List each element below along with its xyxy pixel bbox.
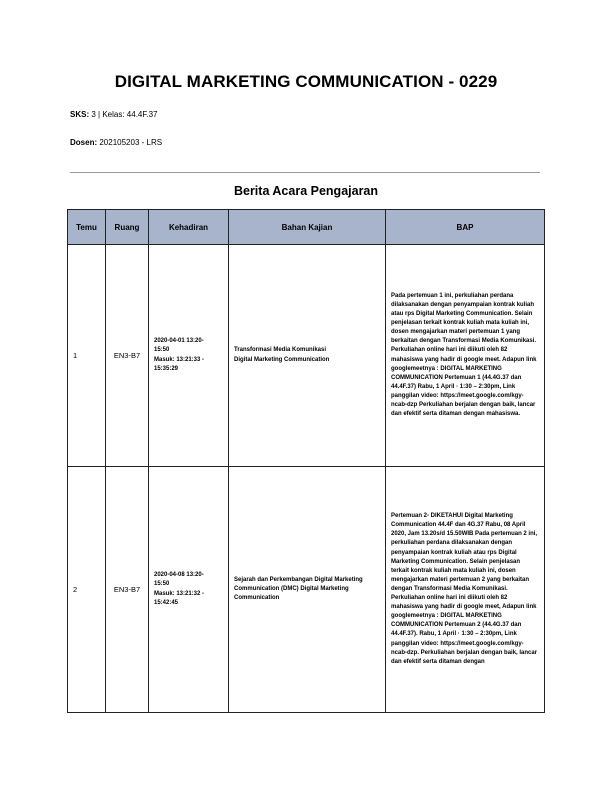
- divider: [70, 172, 540, 173]
- cell-bahan-kajian: Transformasi Media Komunikasi Digital Marketing Communication: [229, 245, 386, 467]
- cell-kehadiran: 2020-04-01 13:20- 15:50 Masuk: 13:21:33 - 15:35:29: [149, 245, 229, 467]
- table-header-row: [68, 210, 545, 245]
- cell-kehadiran: 2020-04-08 13:20- 15:50 Masuk: 13:21:32 - 15:42:45: [149, 467, 229, 713]
- header-temu: Temu: [68, 210, 106, 245]
- table-row: [68, 467, 545, 713]
- cell-temu: 1: [68, 245, 106, 467]
- cell-temu: 2: [68, 467, 106, 713]
- cell-bahan-kajian: Sejarah dan Perkembangan Digital Marketing Communication (DMC) Digital Marketing Communication: [229, 467, 386, 713]
- cell-ruang: EN3-B7: [106, 245, 149, 467]
- cell-ruang: EN3-B7: [106, 467, 149, 713]
- cell-bap: Pada pertemuan 1 ini, perkuliahan perdana dilaksanakan dengan penyampaian kontrak kuliah atau rps Digital Marketing Communication. Selain penjelasan terkait kontrak kuliah mata kuliah ini, dosen mengajarkan materi pertemuan 1 yang berkaitan dengan Transformasi Media Komunikasi. Perkuliahan online hari ini diikuti oleh 82 mahasiswa yang hadir di google meet. Adapun link googlemeetnya : DIGITAL MARKETING COMMUNICATION Pertemuan 1 (44.4G.37 dan 44.4F.37) Rabu, 1 April · 1:30 – 2:30pm, Link panggilan video: https://meet.google.com/kgy-ncab-dzp Perkuliahan berjalan dengan baik, lancar dan efektif serta ditaman dengan mahasiswa.: [386, 245, 545, 467]
- sks-value: 3 | Kelas: 44.4F.37: [91, 110, 158, 119]
- cell-bap: Pertemuan 2- DIKETAHUI Digital Marketing Communication 44.4F dan 4G.37 Rabu, 08 April 2020, Jam 13.20s/d 15.50WIB Pada pertemuan 2 ini, perkuliahan perdana dilaksanakan dengan penyampaian kontrak kuliah atau rps Digital Marketing Communication. Selain penjelasan terkait kontrak kuliah mata kuliah ini, dosen mengajarkan materi pertemuan 2 yang berkaitan dengan Transformasi Media Komunikasi. Perkuliahan online hari ini diikuti oleh 82 mahasiswa yang hadir di google meet, Adapun link googlemeetnya : DIGITAL MARKETING COMMUNICATION Pertemuan 2 (44.4G.37 dan 44.4F.37). Rabu, 1 April · 1:30 – 2:30pm, Link panggilan video: https://meet.google.com/kgy-ncab-dzp. Perkuliahan berjalan dengan baik, lancar dan efektif serta ditaman dengan: [386, 467, 545, 713]
- dosen-line: [70, 138, 162, 147]
- dosen-value: 202105203 - LRS: [99, 138, 163, 147]
- header-bahan-kajian: Bahan Kajian: [229, 210, 386, 245]
- section-title: Berita Acara Pengajaran: [233, 184, 379, 198]
- header-kehadiran: Kehadiran: [149, 210, 229, 245]
- sks-line: [70, 110, 157, 119]
- table-row: [68, 245, 545, 467]
- header-bap: BAP: [386, 210, 545, 245]
- header-ruang: Ruang: [106, 210, 149, 245]
- sks-label: SKS:: [70, 110, 90, 119]
- document-title: DIGITAL MARKETING COMMUNICATION - 0229: [114, 72, 498, 91]
- bap-table: [67, 209, 545, 713]
- dosen-label: Dosen:: [70, 138, 98, 147]
